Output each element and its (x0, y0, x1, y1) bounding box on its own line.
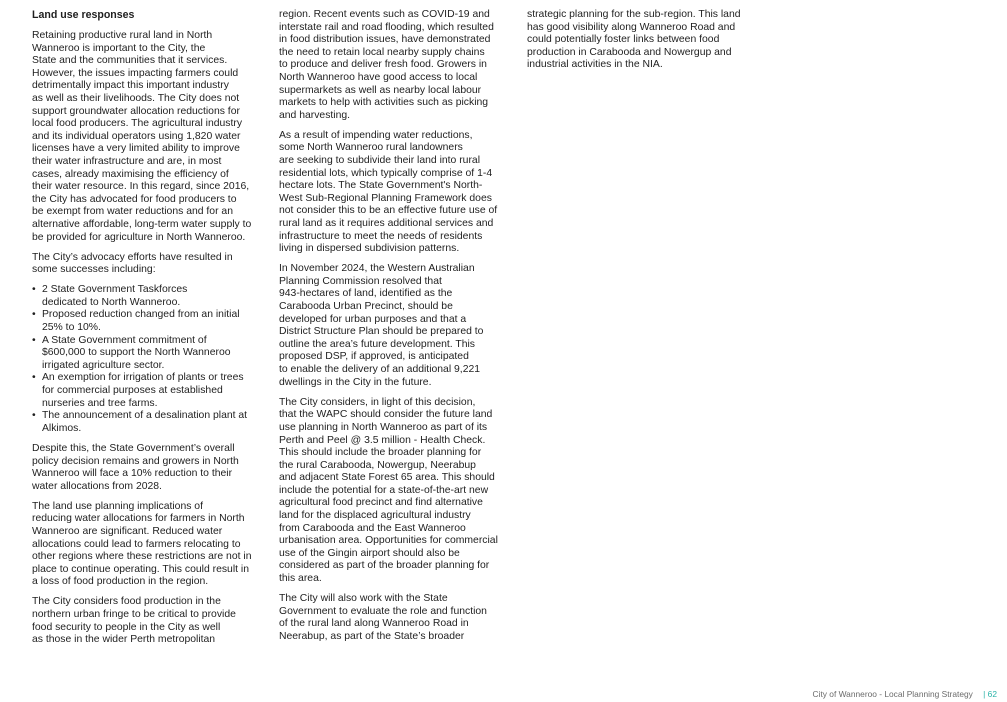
successes-list (32, 284, 260, 435)
paragraph: As a result of impending water reductions, some North Wanneroo rural landowners are seeking to subdivide their land into rural residential lots, which typically comprise of 1-4 hectare lots. The State Government's North- West Sub-Regional Planning Framework does not consider this to be an effective future use of rural land as it requires additional services and infrastructure to meet the needs of residents living in dispersed subdivision patterns. (279, 129, 498, 255)
paragraph: The City will also work with the State Government to evaluate the role and function of the rural land along Wanneroo Road in Neerabup, as part of the State’s broader (279, 593, 487, 642)
paragraph: strategic planning for the sub-region. This land has good visibility along Wanneroo Road and could potentially foster links between food production in Carabooda and Nowergup and industrial activities in the NIA. (527, 9, 741, 71)
paragraph: Retaining productive rural land in North Wanneroo is important to the City, the State and the communities that it services. However, the issues impacting farmers could detrimentally impact this important industry as well as their livelihoods. The City does not support groundwater allocation reductions for local food producers. The agricultural industry and its individual operators using 1,820 water licenses have a very limited ability to improve their water infrastructure and are, in most cases, already maximising the efficiency of their water resource. In this regard, since 2016, the City has advocated for food producers to be exempt from water reductions and for an alternative affordable, long-term water supply to be provided for agriculture in North Wanneroo. (32, 30, 252, 243)
column-1 (32, 9, 260, 654)
page-number: 62 (987, 689, 997, 699)
footer-separator: | (983, 689, 986, 699)
list-item: • The announcement of a desalination plant at Alkimos. (32, 410, 260, 435)
paragraph: Despite this, the State Government’s overall policy decision remains and growers in North Wanneroo will face a 10% reduction to their water allocations from 2028. (32, 442, 239, 492)
list-item: • 2 State Government Taskforces dedicated to North Wanneroo. (32, 284, 260, 309)
column-2 (279, 9, 509, 651)
column-3 (527, 9, 755, 79)
paragraph: region. Recent events such as COVID-19 and interstate rail and road flooding, which resulted in food distribution issues, have demonstrated the need to retain local nearby supply chains to produce and deliver fresh food. Growers in North Wanneroo have good access to local supermarkets as well as nearby local labour markets to help with activities such as picking and harvesting. (279, 9, 494, 121)
section-heading: Land use responses (32, 9, 135, 21)
paragraph: The land use planning implications of reducing water allocations for farmers in North Wanneroo are significant. Reduced water allocations could lead to farmers relocating to other regions where these restrictions are not in place to continue operating. This could result in a loss of food production in the region. (32, 500, 252, 588)
page-footer (813, 689, 997, 699)
list-item: • An exemption for irrigation of plants or trees for commercial purposes at established nurseries and tree farms. (32, 372, 260, 410)
paragraph: The City considers food production in the northern urban fringe to be critical to provide food security to people in the City as well as those in the wider Perth metropolitan (32, 596, 236, 646)
document-title: City of Wanneroo - Local Planning Strategy (812, 689, 973, 699)
paragraph: In November 2024, the Western Australian Planning Commission resolved that 943-hectares of land, identified as the Carabooda Urban Precinct, should be developed for urban purposes and that a District Structure Plan should be prepared to outline the area’s future development. This proposed DSP, if approved, is anticipated to enable the delivery of an additional 9,221 dwellings in the City in the future. (279, 263, 484, 388)
list-item: • A State Government commitment of $600,000 to support the North Wanneroo irrigated agriculture sector. (32, 335, 260, 373)
paragraph: The City considers, in light of this decision, that the WAPC should consider the future land use planning in North Wanneroo as part of its Perth and Peel @ 3.5 million - Health Check. This should include the broader planning for the rural Carabooda, Nowergup, Neerabup and adjacent State Forest 65 area. This should include the potential for a state-of-the-art new agricultural food precinct and find alternative land for the displaced agricultural industry from Carabooda and the East Wanneroo urbanisation area. Opportunities for commercial use of the Gingin airport should also be considered as part of the broader planning for this area. (279, 396, 498, 585)
paragraph: The City’s advocacy efforts have resulted in some successes including: (32, 251, 233, 276)
list-item: • Proposed reduction changed from an initial 25% to 10%. (32, 309, 260, 334)
